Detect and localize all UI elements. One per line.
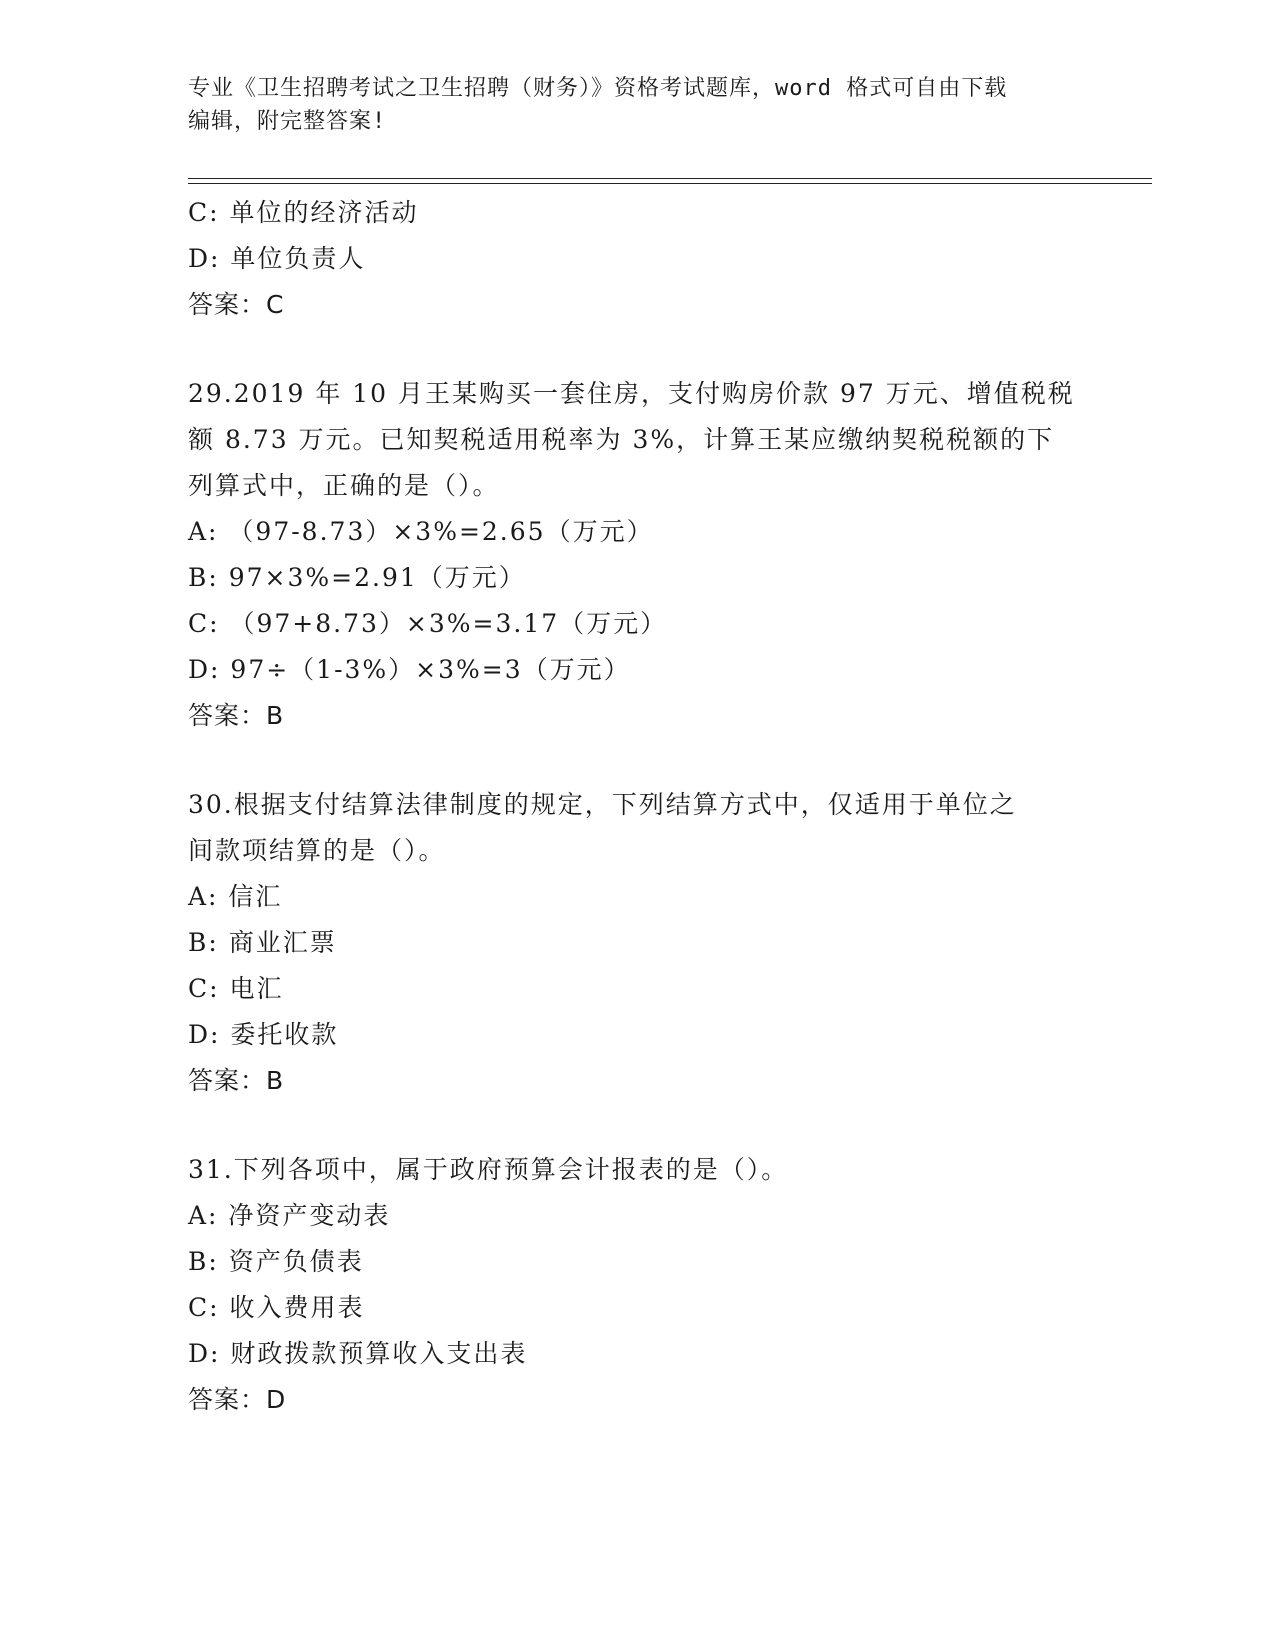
page-header (188, 72, 1088, 138)
answer: 答案：B (188, 701, 285, 730)
header-line-2: 编辑，附完整答案! (188, 109, 387, 134)
option-a: A: 净资产变动表 (188, 1201, 391, 1230)
question-31 (188, 1147, 1088, 1423)
question-stem: 31.下列各项中，属于政府预算会计报表的是（）。 (188, 1155, 789, 1184)
question-30 (188, 782, 1088, 1104)
question-stem: 间款项结算的是（）。 (188, 836, 446, 865)
option-b: B: 商业汇票 (188, 928, 337, 957)
previous-question-tail (188, 190, 1088, 328)
question-content (188, 190, 1088, 1423)
question-stem: 29.2019 年 10 月王某购买一套住房，支付购房价款 97 万元、增值税税 (188, 379, 1075, 408)
option-a: A: （97-8.73）×3%=2.65（万元） (188, 517, 654, 546)
option-c: C: 单位的经济活动 (188, 198, 419, 227)
answer: 答案：D (188, 1385, 287, 1414)
option-b: B: 资产负债表 (188, 1247, 364, 1276)
option-b: B: 97×3%=2.91（万元） (188, 563, 526, 592)
question-stem: 30.根据支付结算法律制度的规定，下列结算方式中，仅适用于单位之 (188, 790, 1017, 819)
answer: 答案：B (188, 1066, 285, 1095)
option-d: D: 单位负责人 (188, 244, 366, 273)
option-c: C: （97+8.73）×3%=3.17（万元） (188, 609, 668, 638)
header-divider-top (188, 178, 1152, 179)
question-stem: 列算式中，正确的是（）。 (188, 471, 500, 500)
option-d: D: 委托收款 (188, 1020, 339, 1049)
option-c: C: 电汇 (188, 974, 284, 1003)
answer: 答案：C (188, 290, 285, 319)
question-stem: 额 8.73 万元。已知契税适用税率为 3%，计算王某应缴纳契税税额的下 (188, 425, 1055, 454)
option-c: C: 收入费用表 (188, 1293, 365, 1322)
header-divider-bottom (188, 183, 1152, 184)
header-line-1: 专业《卫生招聘考试之卫生招聘（财务）》资格考试题库，word 格式可自由下载 (188, 76, 1008, 101)
option-d: D: 财政拨款预算收入支出表 (188, 1339, 528, 1368)
question-29 (188, 371, 1088, 739)
option-a: A: 信汇 (188, 882, 283, 911)
option-d: D: 97÷（1-3%）×3%=3（万元） (188, 655, 631, 684)
